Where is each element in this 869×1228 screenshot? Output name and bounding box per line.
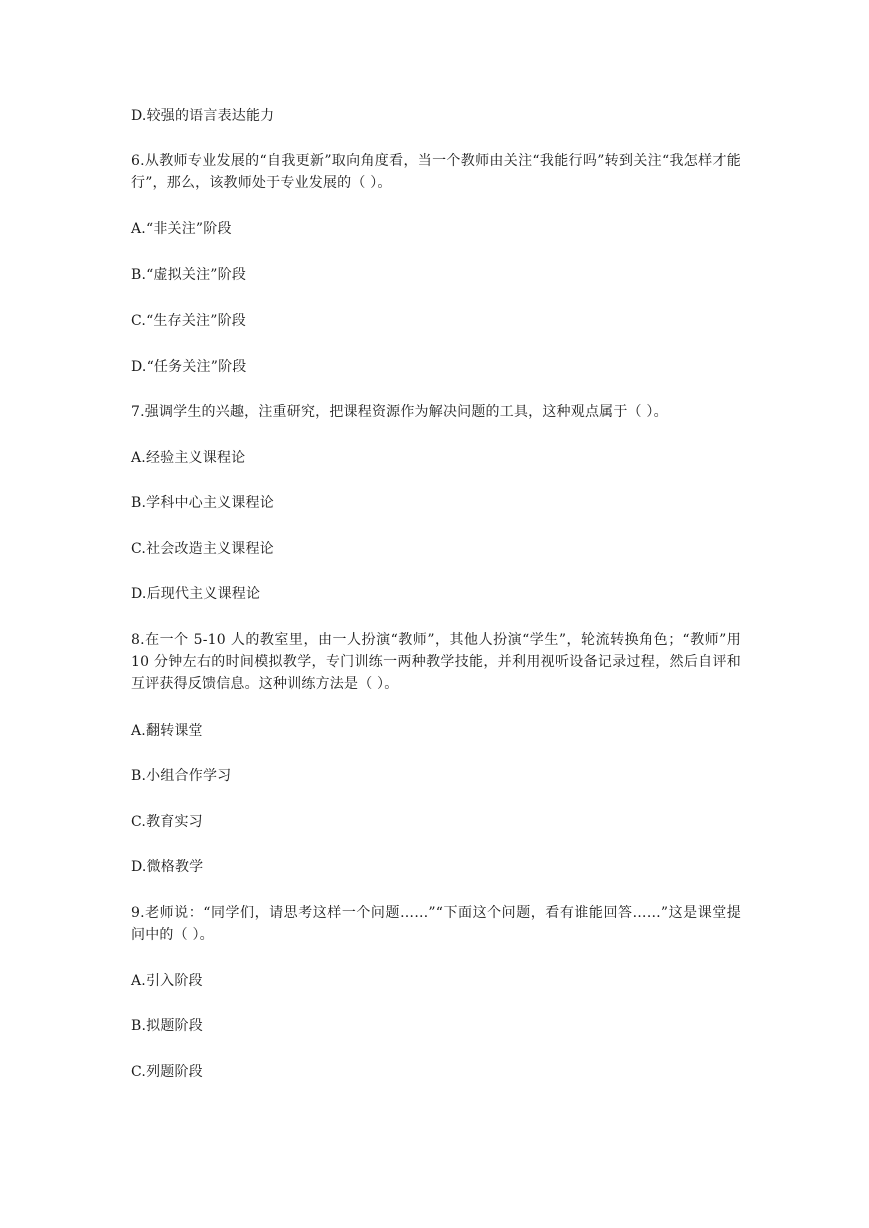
question-6-stem: 6.从教师专业发展的“自我更新”取向角度看，当一个教师由关注“我能行吗”转到关注“我怎样才能行”，那么，该教师处于专业发展的（ ）。 [131, 153, 741, 191]
question-9-stem: 9.老师说：“同学们，请思考这样一个问题……”“下面这个问题，看有谁能回答……”这是课堂提问中的（ ）。 [131, 905, 741, 943]
previous-question-option-d: D.较强的语言表达能力 [131, 108, 275, 124]
question-6-option-b: B.“虚拟关注”阶段 [131, 267, 247, 283]
question-6-option-a: A.“非关注”阶段 [131, 221, 232, 237]
question-7-option-c: C.社会改造主义课程论 [131, 541, 274, 557]
question-8-option-d: D.微格教学 [131, 859, 204, 875]
question-7-option-b: B.学科中心主义课程论 [131, 495, 274, 511]
question-7-option-a: A.经验主义课程论 [131, 450, 246, 466]
question-6-option-d: D.“任务关注”阶段 [131, 359, 247, 375]
question-9-option-b: B.拟题阶段 [131, 1018, 203, 1034]
question-8-option-a: A.翻转课堂 [131, 723, 203, 739]
question-9-option-c: C.列题阶段 [131, 1064, 203, 1080]
question-8-option-b: B.小组合作学习 [131, 768, 232, 784]
question-6-option-c: C.“生存关注”阶段 [131, 313, 246, 329]
question-7-option-d: D.后现代主义课程论 [131, 586, 261, 602]
question-8-stem: 8.在一个 5-10 人的教室里，由一人扮演“教师”，其他人扮演“学生”，轮流转换角色；“教师”用 10 分钟左右的时间模拟教学，专门训练一两种教学技能，并利用视听设备记录过程，然后自评和互评获得反馈信息。这种训练方法是（ ）。 [131, 632, 741, 692]
question-8-option-c: C.教育实习 [131, 814, 203, 830]
question-9-option-a: A.引入阶段 [131, 973, 203, 989]
question-7-stem: 7.强调学生的兴趣，注重研究，把课程资源作为解决问题的工具，这种观点属于（ ）。 [131, 404, 668, 420]
